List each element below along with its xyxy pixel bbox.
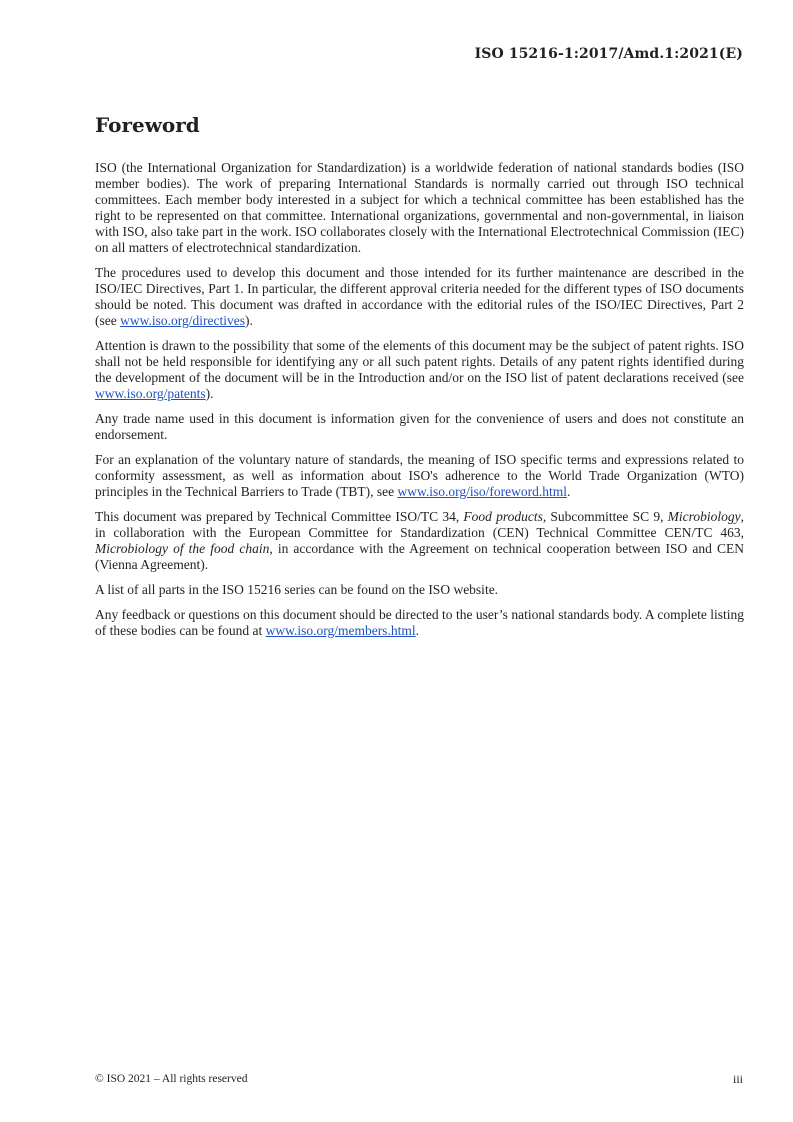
- paragraph-patents: [95, 338, 744, 402]
- cen-committee-name: Microbiology of the food chain: [95, 541, 270, 556]
- paragraph-patents-end: ).: [205, 386, 214, 401]
- committee-name-food-products: Food products: [463, 509, 543, 524]
- prepared-by-text-3: , in collaboration with the European Committee for Standardization (CEN) Technical Committee CEN/TC 463,: [95, 509, 744, 540]
- paragraph-feedback-end: .: [415, 623, 419, 638]
- paragraph-patents-text: Attention is drawn to the possibility that some of the elements of this document may be the subject of patent rights. ISO shall not be held responsible for identifying any or all such patent rights. Details of any patent rights identified during the development of the document will be in the Introduction and/or on the ISO list of patent declarations received (see: [95, 338, 744, 385]
- paragraph-prepared-by: [95, 509, 744, 573]
- patents-link[interactable]: www.iso.org/patents: [95, 386, 206, 401]
- paragraph-procedures-text: The procedures used to develop this document and those intended for its further maintenance are described in the ISO/IEC Directives, Part 1. In particular, the different approval criteria needed for the different types of ISO documents should be noted. This document was drafted in accordance with the editorial rules of the ISO/IEC Directives, Part 2 (see: [95, 265, 744, 328]
- paragraph-feedback-text: Any feedback or questions on this document should be directed to the user’s national standards body. A complete listing of these bodies can be found at: [95, 607, 744, 638]
- paragraph-series-list: A list of all parts in the ISO 15216 series can be found on the ISO website.: [95, 582, 499, 597]
- document-id-header: ISO 15216-1:2017/Amd.1:2021(E): [474, 46, 743, 62]
- paragraph-trade-name: Any trade name used in this document is information given for the convenience of users and does not constitute an endorsement.: [95, 411, 744, 442]
- prepared-by-text-2: , Subcommittee SC 9,: [542, 509, 668, 524]
- paragraph-iso-intro: ISO (the International Organization for Standardization) is a worldwide federation of national standards bodies (ISO member bodies). The work of preparing International Standards is normally carried out through ISO technical committees. Each member body interested in a subject for which a technical committee has been established has the right to be represented on that committee. International organizations, governmental and non-governmental, in liaison with ISO, also take part in the work. ISO collaborates closely with the International Electrotechnical Commission (IEC) on all matters of electrotechnical standardization.: [95, 160, 744, 255]
- directives-link[interactable]: www.iso.org/directives: [120, 313, 245, 328]
- paragraph-voluntary-nature-text: For an explanation of the voluntary nature of standards, the meaning of ISO specific terms and expressions related to conformity assessment, as well as information about ISO's adherence to the World Trade Organization (WTO) principles in the Technical Barriers to Trade (TBT), see: [95, 452, 744, 499]
- paragraph-procedures: [95, 265, 744, 329]
- members-link[interactable]: www.iso.org/members.html: [265, 623, 416, 638]
- paragraph-voluntary-nature-end: .: [566, 484, 571, 499]
- copyright-footer: © ISO 2021 – All rights reserved: [95, 1073, 248, 1085]
- prepared-by-text-4: , in accordance with the Agreement on technical cooperation between ISO and CEN (Vienna Agreement).: [95, 541, 744, 572]
- prepared-by-text-1: This document was prepared by Technical Committee ISO/TC 34,: [95, 509, 464, 524]
- paragraph-feedback: [95, 607, 744, 639]
- page-title: Foreword: [95, 113, 200, 137]
- foreword-info-link[interactable]: www.iso.org/iso/foreword.html: [397, 484, 567, 499]
- paragraph-procedures-end: ).: [244, 313, 253, 328]
- subcommittee-name-microbiology: Microbiology: [667, 509, 741, 524]
- paragraph-voluntary-nature: [95, 452, 744, 500]
- foreword-section: [95, 112, 744, 648]
- page-number: iii: [732, 1072, 743, 1086]
